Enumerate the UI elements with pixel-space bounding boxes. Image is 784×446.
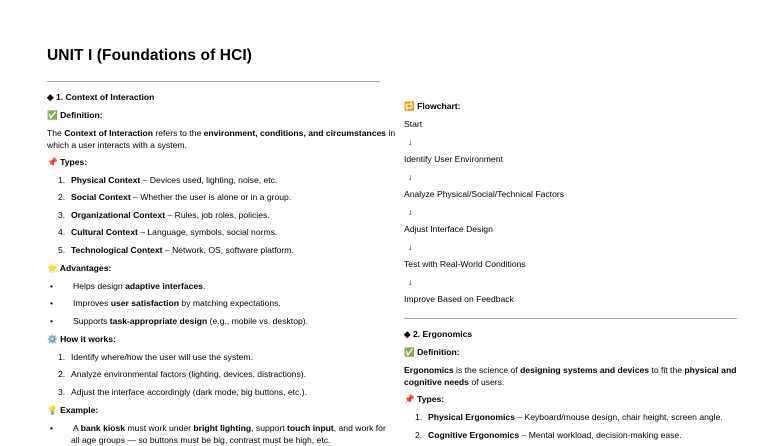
- list-item: 3. Adjust the interface accordingly (dark mode, big buttons, etc.).: [58, 387, 307, 397]
- advantages-heading: 🌟 Advantages:: [47, 263, 112, 273]
- bullet-icon: •: [50, 298, 54, 308]
- list-item: 1. Physical Ergonomics – Keyboard/mouse design, chair height, screen angle.: [415, 412, 723, 422]
- list-item: 1. Identify where/how the user will use the system.: [58, 352, 253, 362]
- flow-step: Test with Real-World Conditions: [404, 259, 526, 269]
- flow-step: Analyze Physical/Social/Technical Factors: [404, 189, 565, 199]
- example-text-line2: all age groups — so buttons must be big, contrast must be high, etc.: [71, 435, 331, 445]
- flow-step: Improve Based on Feedback: [404, 294, 514, 304]
- list-item: • Supports task-appropriate design (e.g., mobile vs. desktop).: [50, 316, 308, 326]
- section-divider: [404, 318, 737, 319]
- example-heading: 💡 Example:: [47, 405, 99, 415]
- list-item: • Helps design adaptive interfaces.: [50, 281, 206, 291]
- page-title: UNIT I (Foundations of HCI): [47, 47, 253, 64]
- list-item: • Improves user satisfaction by matching expectations.: [50, 298, 281, 308]
- example-text: • A bank kiosk must work under bright lighting, support touch input, and work for: [50, 423, 386, 433]
- flow-arrow-icon: ↓: [408, 277, 413, 287]
- list-item: 3. Organizational Context – Rules, job roles, policies.: [58, 210, 270, 220]
- list-item: 5. Technological Context – Network, OS, software platform.: [58, 245, 294, 255]
- definition-text-line2: cognitive needs of users.: [404, 377, 505, 387]
- flow-arrow-icon: ↓: [408, 207, 413, 217]
- list-item: 2. Social Context – Whether the user is alone or in a group.: [58, 192, 292, 202]
- list-item: 2. Analyze environmental factors (lighting, devices, distractions).: [58, 369, 307, 379]
- flow-step: Identify User Environment: [404, 154, 503, 164]
- flow-step: Adjust Interface Design: [404, 224, 493, 234]
- section-heading-context: ◆ 1. Context of Interaction: [47, 92, 155, 102]
- types-heading: 📌 Types:: [404, 394, 445, 404]
- title-divider: [47, 81, 380, 82]
- section-heading-ergonomics: ◆ 2. Ergonomics: [404, 329, 473, 339]
- flow-arrow-icon: ↓: [408, 242, 413, 252]
- definition-heading: ✅ Definition:: [47, 110, 103, 120]
- bullet-icon: •: [50, 423, 54, 433]
- bullet-icon: •: [50, 281, 54, 291]
- flow-arrow-icon: ↓: [408, 172, 413, 182]
- list-item: 1. Physical Context – Devices used, lighting, noise, etc.: [58, 175, 278, 185]
- flowchart-heading: 🔁 Flowchart:: [404, 101, 461, 111]
- bullet-icon: •: [50, 316, 54, 326]
- definition-text: The Context of Interaction refers to the environment, conditions, and circumstances in: [47, 128, 396, 138]
- definition-text: Ergonomics is the science of designing systems and devices to fit the physical and: [404, 365, 737, 375]
- flow-arrow-icon: ↓: [408, 137, 413, 147]
- list-item: 2. Cognitive Ergonomics – Mental workload, decision-making ease.: [415, 430, 682, 440]
- definition-heading: ✅ Definition:: [404, 347, 460, 357]
- flow-step: Start: [404, 119, 423, 129]
- types-heading: 📌 Types:: [47, 157, 88, 167]
- how-it-works-heading: ⚙️ How it works:: [47, 334, 116, 344]
- definition-text-line2: which a user interacts with a system.: [47, 140, 187, 150]
- list-item: 4. Cultural Context – Language, symbols, social norms.: [58, 227, 278, 237]
